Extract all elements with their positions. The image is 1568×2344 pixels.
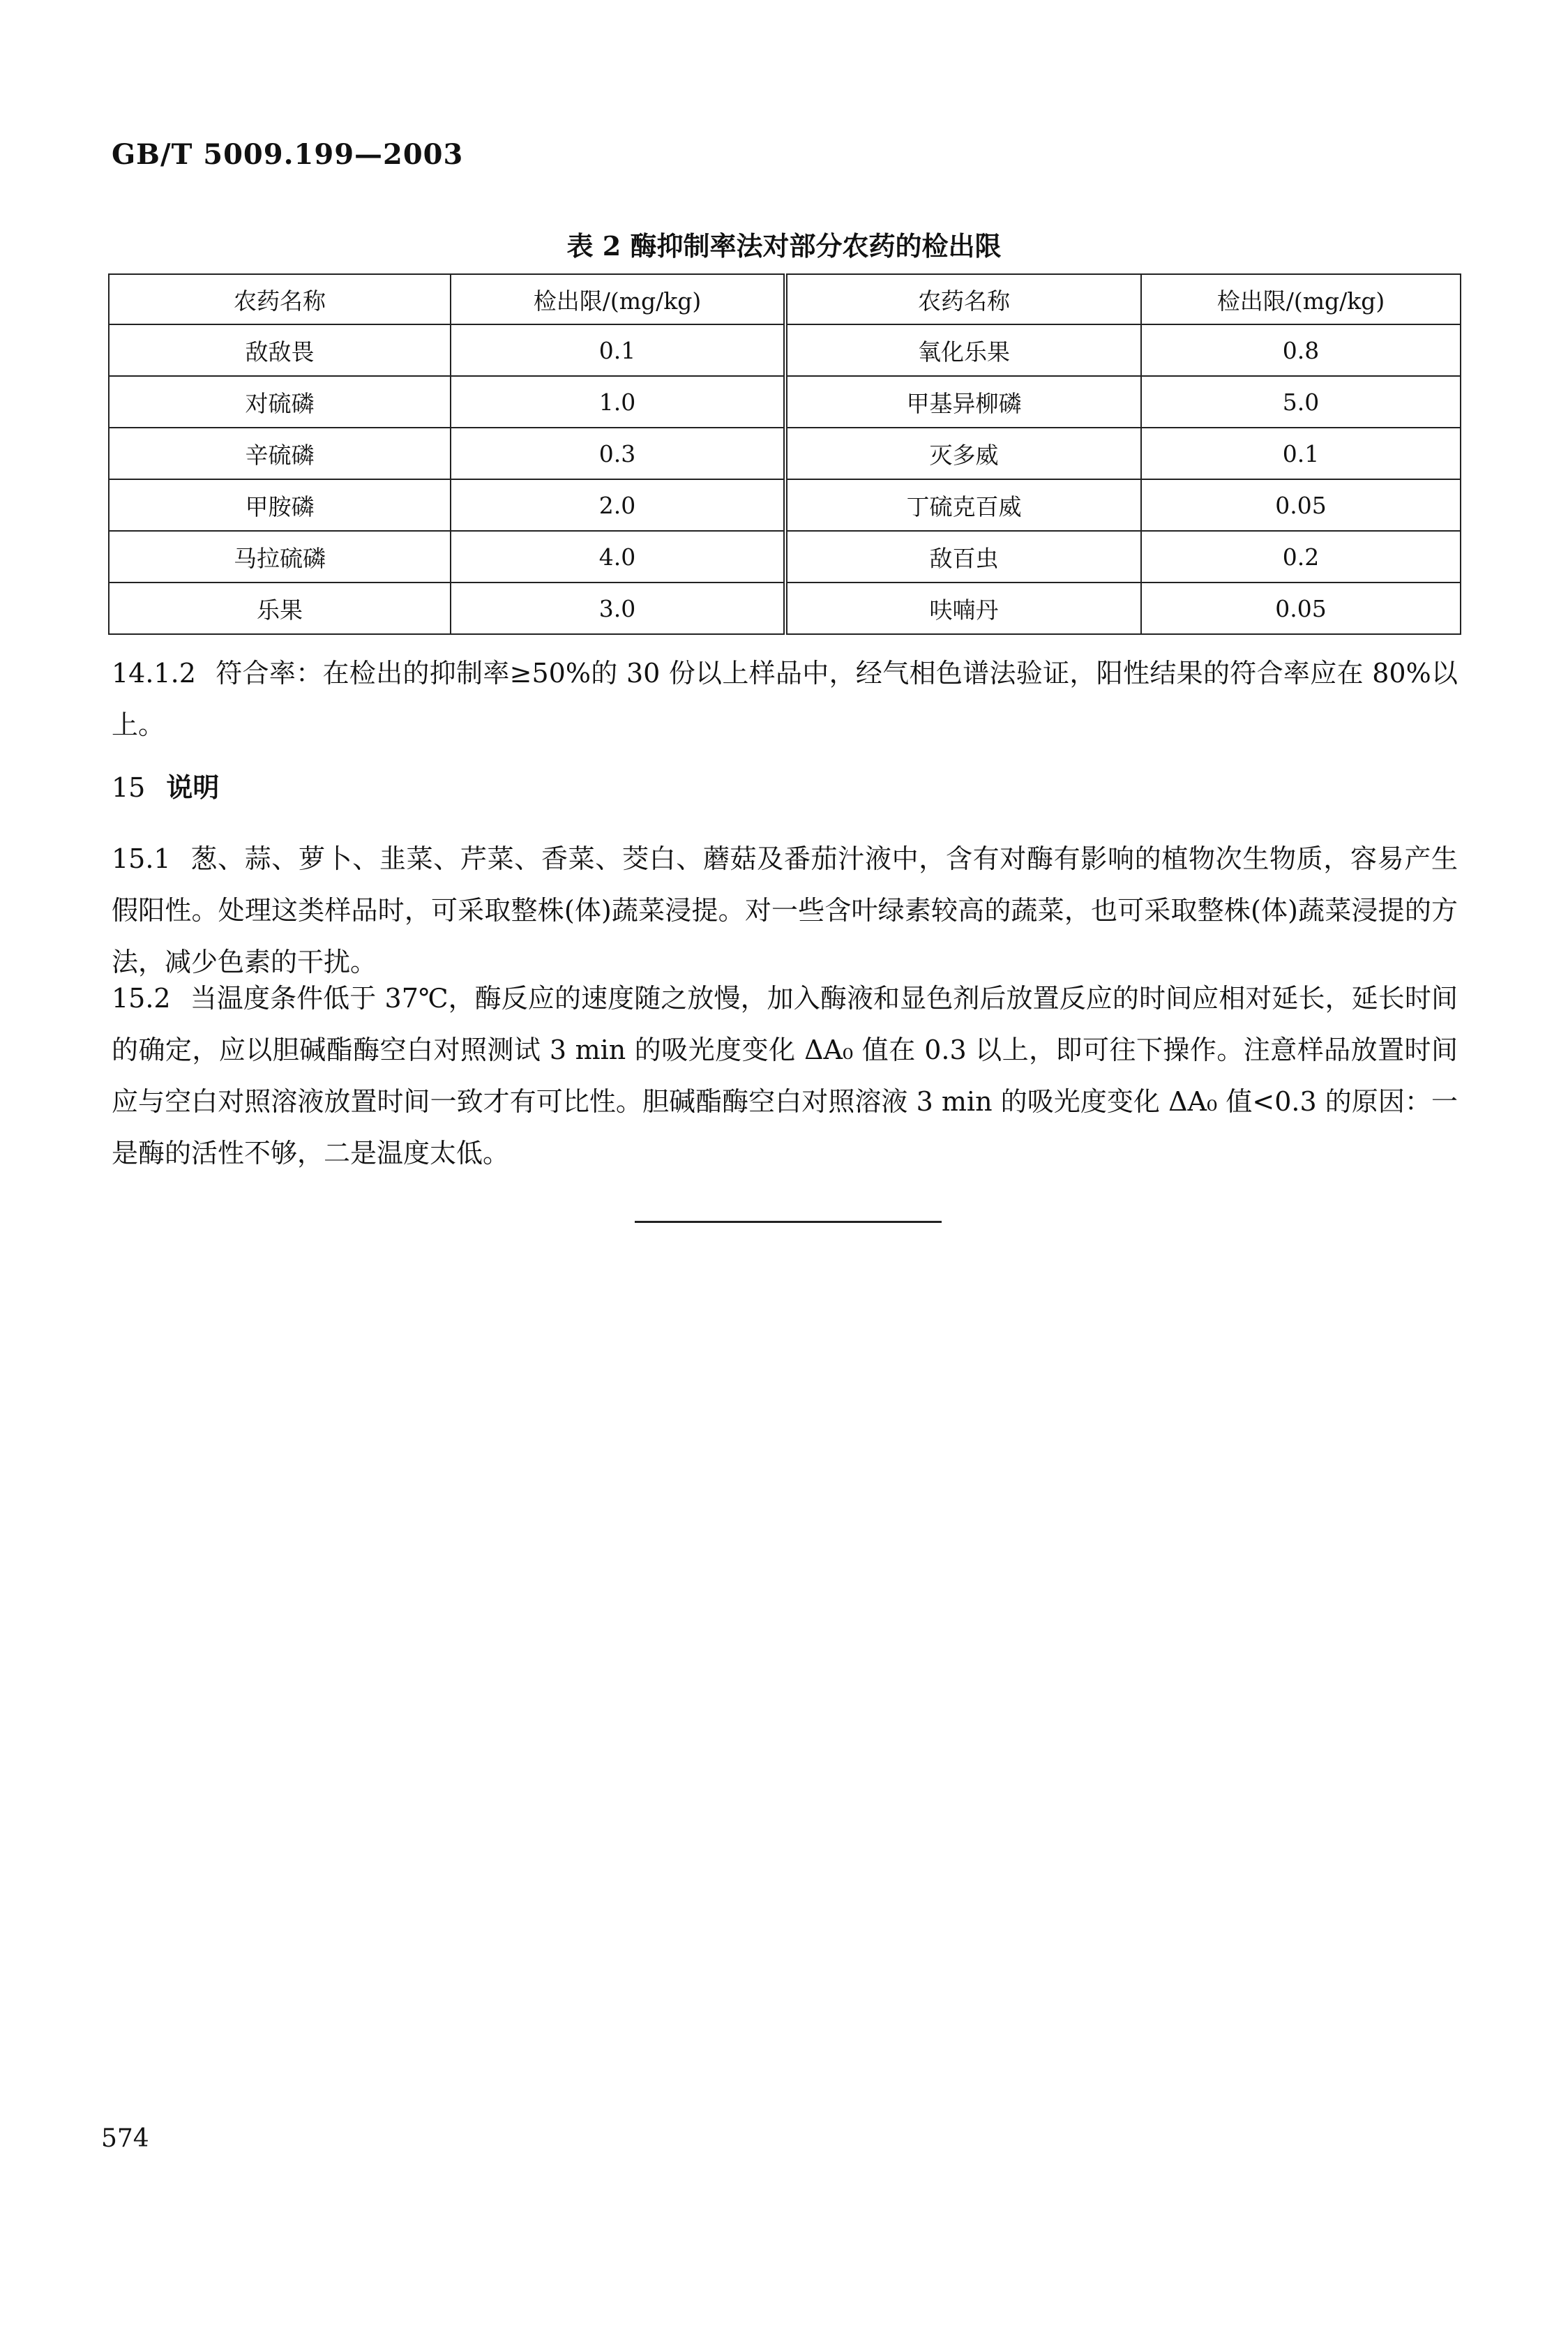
- table-caption: 表 2 酶抑制率法对部分农药的检出限: [566, 230, 1002, 262]
- end-rule: [635, 1221, 942, 1223]
- table-row: [109, 531, 1461, 583]
- table-row: [109, 583, 1461, 634]
- header-detection-limit-2: 检出限/(mg/kg): [1141, 274, 1461, 324]
- table-cell: 敌百虫: [785, 531, 1141, 583]
- table-cell: 辛硫磷: [109, 428, 451, 479]
- section-15-heading: [112, 766, 219, 804]
- clause-number: 15.2: [112, 983, 171, 1014]
- table-cell: 马拉硫磷: [109, 531, 451, 583]
- detection-limit-table: [108, 273, 1461, 635]
- page-number: 574: [101, 2124, 149, 2153]
- clause-number: 14.1.2: [112, 658, 196, 689]
- table-cell: 5.0: [1141, 376, 1461, 428]
- table-cell: 甲胺磷: [109, 479, 451, 531]
- table-cell: 甲基异柳磷: [785, 376, 1141, 428]
- table-cell: 0.1: [1141, 428, 1461, 479]
- table-cell: 0.3: [451, 428, 785, 479]
- clause-number: 15.1: [112, 843, 171, 874]
- table-cell: 2.0: [451, 479, 785, 531]
- table-row: [109, 376, 1461, 428]
- table-cell: 灭多威: [785, 428, 1141, 479]
- section-title: 说明: [166, 772, 220, 803]
- table-row: [109, 324, 1461, 376]
- document-header: GB/T 5009.199—2003: [112, 138, 464, 171]
- table-row: [109, 428, 1461, 479]
- header-detection-limit-1: 检出限/(mg/kg): [451, 274, 785, 324]
- table-cell: 敌敌畏: [109, 324, 451, 376]
- clause-text: 符合率：在检出的抑制率≥50%的 30 份以上样品中，经气相色谱法验证，阳性结果的符合率应在 80%以上。: [112, 658, 1458, 740]
- table-cell: 0.05: [1141, 479, 1461, 531]
- clause-14-1-2: [112, 647, 1458, 751]
- table-cell: 4.0: [451, 531, 785, 583]
- table-cell: 丁硫克百威: [785, 479, 1141, 531]
- header-pesticide-name-1: 农药名称: [109, 274, 451, 324]
- header-pesticide-name-2: 农药名称: [785, 274, 1141, 324]
- table-cell: 0.05: [1141, 583, 1461, 634]
- table-cell: 呋喃丹: [785, 583, 1141, 634]
- table-header-row: [109, 274, 1461, 324]
- table-cell: 乐果: [109, 583, 451, 634]
- clause-text: 当温度条件低于 37℃，酶反应的速度随之放慢，加入酶液和显色剂后放置反应的时间应相对延长，延长时间的确定，应以胆碱酯酶空白对照测试 3 min 的吸光度变化 ΔA₀ 值在 0.3 以上，即可往下操作。注意样品放置时间应与空白对照溶液放置时间一致才有可比性。胆碱酯酶空白对照溶液 3 min 的吸光度变化 ΔA₀ 值<0.3 的原因：一是酶的活性不够，二是温度太低。: [112, 983, 1458, 1169]
- table-cell: 0.2: [1141, 531, 1461, 583]
- clause-15-1: [112, 833, 1458, 988]
- table-cell: 0.1: [451, 324, 785, 376]
- clause-text: 葱、蒜、萝卜、韭菜、芹菜、香菜、茭白、蘑菇及番茄汁液中，含有对酶有影响的植物次生物质，容易产生假阳性。处理这类样品时，可采取整株(体)蔬菜浸提。对一些含叶绿素较高的蔬菜，也可采取整株(体)蔬菜浸提的方法，减少色素的干扰。: [112, 843, 1458, 977]
- section-number: 15: [112, 772, 146, 803]
- table-cell: 氧化乐果: [785, 324, 1141, 376]
- table-cell: 3.0: [451, 583, 785, 634]
- table-row: [109, 479, 1461, 531]
- clause-15-2: [112, 972, 1458, 1179]
- table-cell: 1.0: [451, 376, 785, 428]
- table-cell: 对硫磷: [109, 376, 451, 428]
- table-cell: 0.8: [1141, 324, 1461, 376]
